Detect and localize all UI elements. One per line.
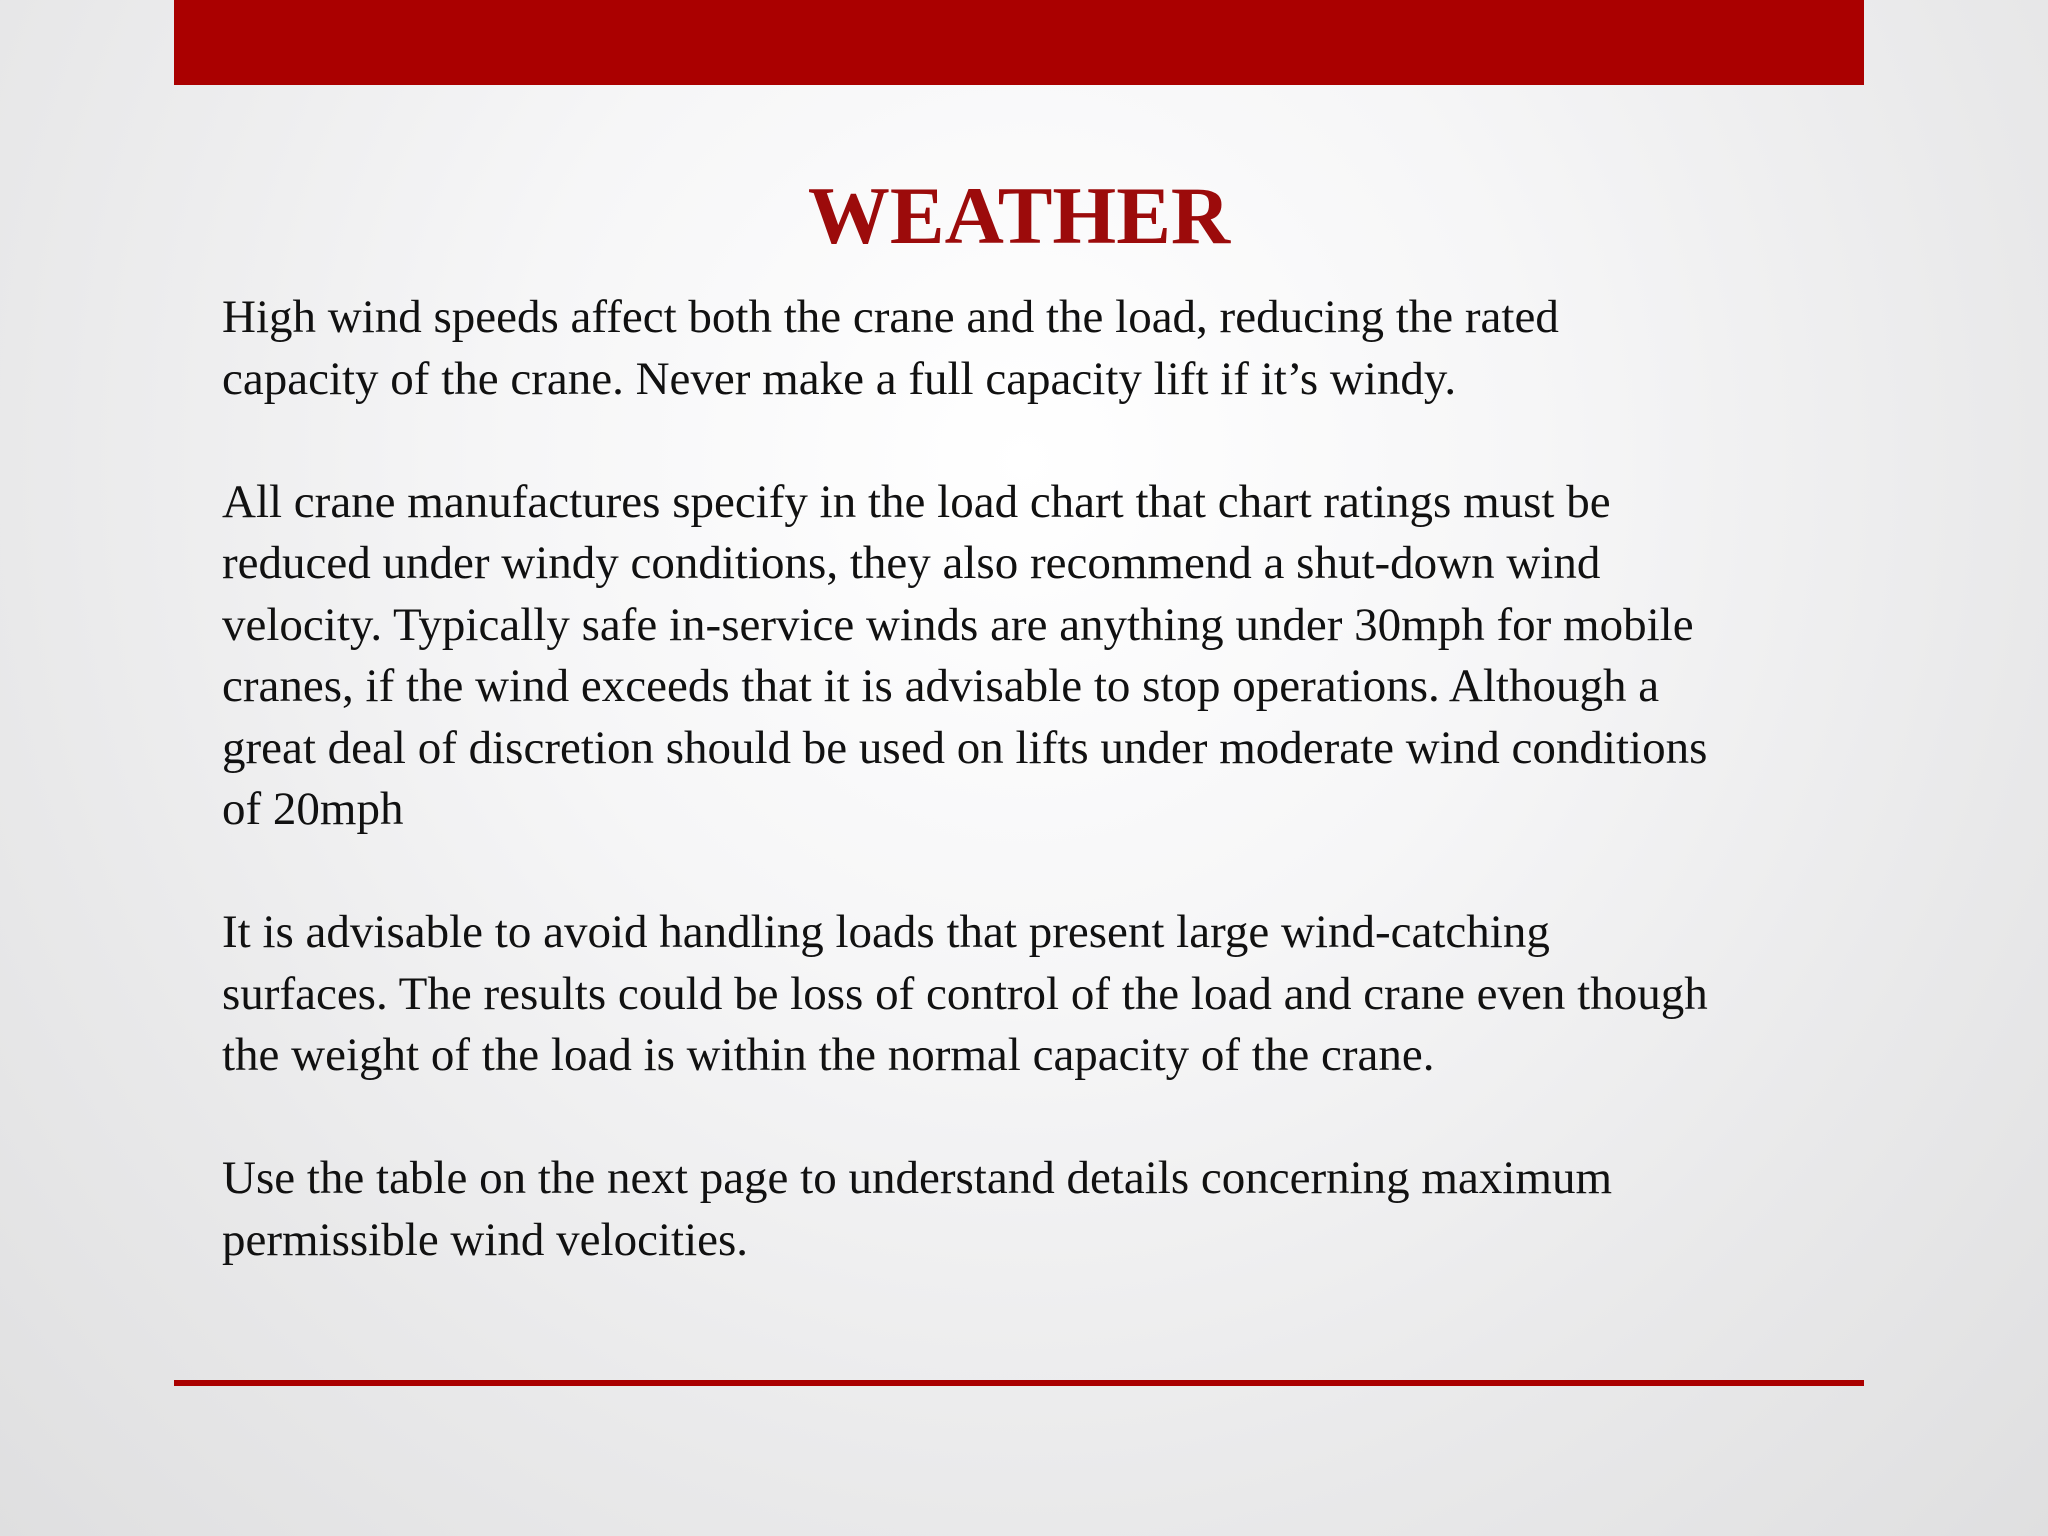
text-line: permissible wind velocities. <box>222 1213 749 1266</box>
text-line: great deal of discretion should be used on lifts under moderate wind conditions <box>222 721 1708 774</box>
text-line: All crane manufactures specify in the load chart that chart ratings must be <box>222 475 1611 528</box>
text-line: surfaces. The results could be loss of control of the load and crane even though <box>222 967 1708 1020</box>
text-line: the weight of the load is within the normal capacity of the crane. <box>222 1029 1435 1081</box>
paragraph-manufacturer-ratings <box>222 472 1862 841</box>
text-line: It is advisable to avoid handling loads that present large wind-catching <box>222 906 1550 958</box>
text-line: capacity of the crane. Never make a full capacity lift if it’s windy. <box>222 352 1457 405</box>
text-line: velocity. Typically safe in-service winds are anything under 30mph for mobile <box>222 598 1694 651</box>
text-line: cranes, if the wind exceeds that it is advisable to stop operations. Although a <box>222 660 1660 712</box>
paragraph-next-page-table <box>222 1148 1862 1271</box>
text-line: High wind speeds affect both the crane and the load, reducing the rated <box>222 291 1559 343</box>
header-accent-bar <box>174 0 1864 85</box>
footer-divider-line <box>174 1380 1864 1386</box>
text-line: Use the table on the next page to understand details concerning maximum <box>222 1152 1613 1204</box>
paragraph-wind-capacity <box>222 287 1862 410</box>
text-line: of 20mph <box>222 783 404 835</box>
slide-body <box>222 287 1862 1333</box>
slide-title: WEATHER <box>807 170 1231 261</box>
paragraph-wind-catching-loads <box>222 902 1862 1087</box>
text-line: reduced under windy conditions, they also recommend a shut-down wind <box>222 537 1601 589</box>
